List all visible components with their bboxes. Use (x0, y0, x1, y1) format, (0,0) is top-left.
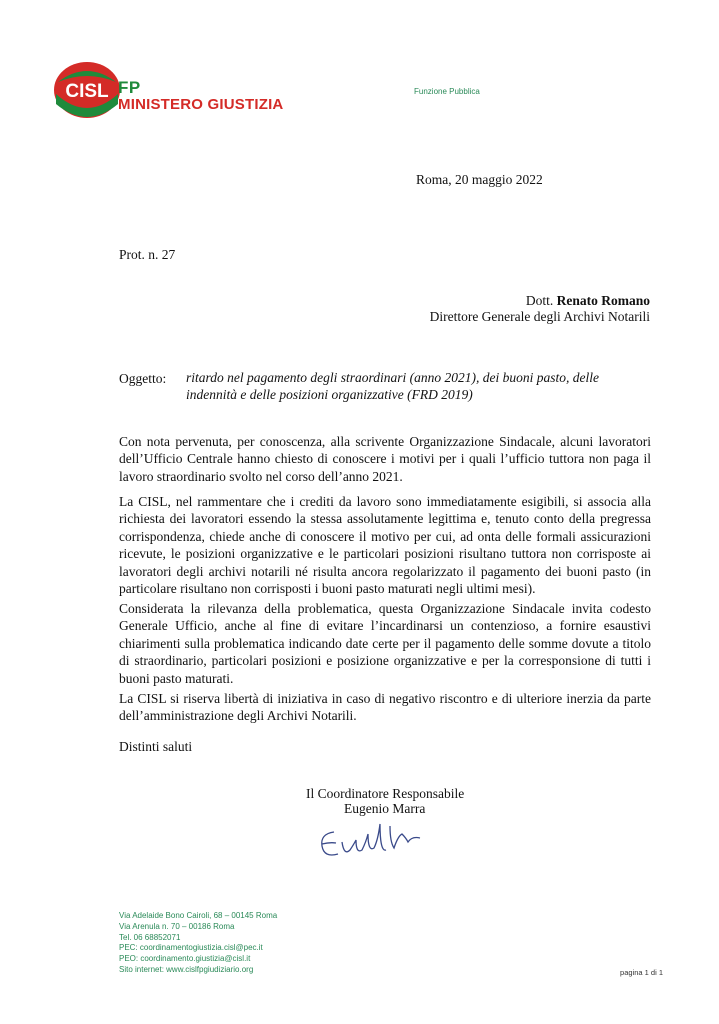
closing: Distinti saluti (119, 739, 193, 754)
footer-contacts (119, 911, 277, 976)
footer-pec: PEC: coordinamentogiustizia.cisl@pec.it (119, 943, 263, 953)
body-paragraph: La CISL si riserva libertà di iniziativa in caso di negativo riscontro e di ulteriore inerzia da parte dell’amministrazione degli Archivi Notarili. (119, 691, 651, 724)
letter-date: Roma, 20 maggio 2022 (416, 172, 543, 187)
body-paragraph: La CISL, nel rammentare che i crediti da lavoro sono immediatamente esigibili, si associa alla richiesta dei lavoratori essendo la stessa assolutamente legittima e, tenuto conto della pregressa corrispondenza, chiede anche di conoscere il motivo per cui, ad onta delle formali assicurazioni ricevute, le posizioni organizzative e le particolari posizioni risultano tuttora non corrisposte ai lavoratori degli archivi notarili né risulta ancora regolarizzato il pagamento dei buoni pasto (in particolare risultano non corrisposti i buoni pasto maturati negli ultimi mesi). (119, 494, 651, 597)
protocol-number: Prot. n. 27 (119, 247, 176, 262)
body-paragraph: Considerata la rilevanza della problematica, questa Organizzazione Sindacale invita codesto Generale Ufficio, anche al fine di evitare l’incardinarsi un contenzioso, a fornire esaustivi chiarimenti sulla problematica indicando date certe per il pagamento delle somme dovute a titolo di straordinario, particolari posizioni e posizione organizzative e per la corresponsione di tutti i buoni pasto maturati. (119, 601, 651, 686)
signer-role: Il Coordinatore Responsabile (306, 786, 465, 801)
subject-text: ritardo nel pagamento degli straordinari (anno 2021), dei buoni pasto, delle indennità e delle posizioni organizzative (FRD 2019) (186, 370, 599, 402)
footer-peo: PEO: coordinamento.giustizia@cisl.it (119, 954, 251, 964)
footer-website: Sito internet: www.cislfpgiudiziario.org (119, 964, 254, 974)
logo-fp-text: FP (118, 78, 141, 97)
recipient-role: Direttore Generale degli Archivi Notarili (429, 309, 650, 324)
signature-icon (316, 812, 426, 872)
recipient-title: Dott. (525, 293, 554, 308)
body-paragraph: Con nota pervenuta, per conoscenza, alla scrivente Organizzazione Sindacale, alcuni lavoratori dell’Ufficio Centrale hanno chiesto di conoscere i motivi per i quali l’ufficio tuttora non paga il lavoro straordinario svolto nel corso dell’anno 2021. (119, 434, 651, 484)
subject-label: Oggetto: (119, 371, 167, 386)
recipient-name-line (526, 293, 650, 309)
footer-phone: Tel. 06 68852071 (119, 932, 181, 942)
signer-name: Eugenio Marra (344, 801, 426, 816)
recipient-name: Renato Romano (556, 293, 650, 308)
handwritten-signature (316, 812, 426, 872)
logo-main-text: CISL (65, 81, 109, 102)
tagline: Funzione Pubblica (414, 87, 480, 96)
footer-address-1: Via Adelaide Bono Cairoli, 68 – 00145 Roma (119, 911, 278, 920)
logo-ministry-text: MINISTERO GIUSTIZIA (118, 96, 284, 113)
footer-address-2: Via Arenula n. 70 – 00186 Roma (119, 921, 235, 931)
page-number: pagina 1 di 1 (620, 968, 663, 977)
